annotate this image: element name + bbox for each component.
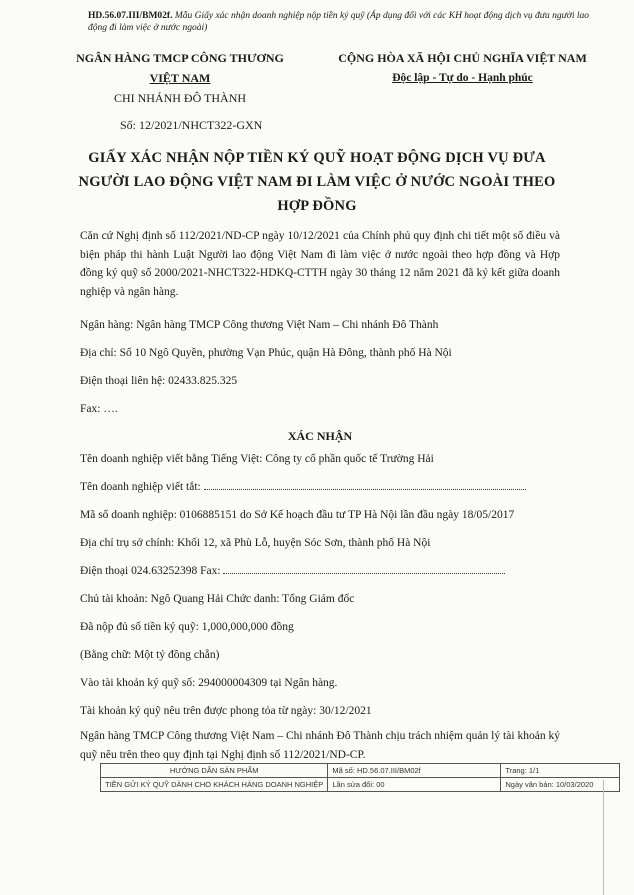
national-header <box>310 48 615 88</box>
footer-doc-code: Mã số: HD.56.07.III/BM02f <box>328 764 501 778</box>
enterprise-tax-code: Mã số doanh nghiệp: 0106885151 do Sở Kế hoạch đầu tư TP Hà Nội lần đầu ngày 18/05/2017 <box>80 509 515 521</box>
document-number: Số: 12/2021/NHCT322-GXN <box>120 118 263 132</box>
confirm-heading: XÁC NHẬN <box>287 429 353 443</box>
legal-basis-paragraph: Căn cứ Nghị định số 112/2021/ND-CP ngày 10/12/2021 của Chính phủ quy định chi tiết một số điều và biện pháp thi hành Luật Người lao động Việt Nam đi làm việc ở nước ngoài theo hợp đồng và Hợp đồng ký quỹ số 2000/2021-NHCT322-HDKQ-CTTH ngày 30 tháng 12 năm 2021 đã ký kết giữa doanh nghiệp và ngân hàng. <box>80 230 560 298</box>
footer-issue-date: Ngày văn bản: 10/03/2020 <box>501 778 620 792</box>
blocked-date: Tài khoản ký quỹ nêu trên được phong tỏa từ ngày: 30/12/2021 <box>80 705 372 717</box>
form-note <box>88 10 608 34</box>
deposit-in-words: (Bằng chữ: Một tỷ đồng chẵn) <box>80 649 220 661</box>
branch-name: CHI NHÁNH ĐÔ THÀNH <box>113 91 247 105</box>
bank-responsibility: Ngân hàng TMCP Công thương Việt Nam – Chi nhánh Đô Thành chịu trách nhiệm quản lý tài khoản ký quỹ nêu trên theo quy định tại Nghị định số 112/2021/ND-CP. <box>80 730 560 761</box>
form-description: Mẫu Giấy xác nhận doanh nghiệp nộp tiền ký quỹ (Áp dụng đối với các KH hoạt động dịch vụ đưa người lao động đi làm việc ở nước ngoài) <box>88 11 589 33</box>
bank-name-line1: NGÂN HÀNG TMCP CÔNG THƯƠNG <box>76 51 284 65</box>
title-line1: GIẤY XÁC NHẬN NỘP TIỀN KÝ QUỸ HOẠT ĐỘNG DỊCH VỤ ĐƯA <box>88 150 546 166</box>
bank-name-line2: VIỆT NAM <box>149 71 211 85</box>
issuer-header <box>70 48 290 108</box>
blank-fill-line <box>223 573 505 574</box>
document-title <box>60 146 574 218</box>
enterprise-hq-address: Địa chỉ trụ sở chính: Khối 12, xã Phù Lỗ, huyện Sóc Sơn, thành phố Hà Nội <box>80 537 431 549</box>
footer-revision: Lần sửa đổi: 00 <box>328 778 501 792</box>
bank-line: Ngân hàng: Ngân hàng TMCP Công thương Việt Nam – Chi nhánh Đô Thành <box>80 319 439 331</box>
footer-product: TIỀN GỬI KÝ QUỸ DÀNH CHO KHÁCH HÀNG DOANH NGHIỆP <box>101 778 328 792</box>
footer-guide: HƯỚNG DẪN SẢN PHẨM <box>101 764 328 778</box>
bank-address: Địa chỉ: Số 10 Ngô Quyền, phường Vạn Phúc, quận Hà Đông, thành phố Hà Nội <box>80 347 452 359</box>
footer-page: Trang: 1/1 <box>501 764 620 778</box>
enterprise-name-short-label: Tên doanh nghiệp viết tắt: <box>80 481 201 493</box>
title-line2: NGƯỜI LAO ĐỘNG VIỆT NAM ĐI LÀM VIỆC Ở NƯỚC NGOÀI THEO <box>78 174 556 190</box>
bank-fax: Fax: …. <box>80 403 118 415</box>
document-body <box>80 227 560 761</box>
scan-edge-line <box>603 780 604 895</box>
enterprise-name-short-row <box>80 481 526 493</box>
account-owner: Chủ tài khoản: Ngô Quang Hải Chức danh: Tổng Giám đốc <box>80 593 355 605</box>
enterprise-name-vn: Tên doanh nghiệp viết bằng Tiếng Việt: Công ty cổ phần quốc tế Trường Hải <box>80 453 434 465</box>
title-line3: HỢP ĐỒNG <box>277 198 357 214</box>
deposit-account: Vào tài khoản ký quỹ số: 294000004309 tại Ngân hàng. <box>80 677 338 689</box>
bank-phone: Điện thoại liên hệ: 02433.825.325 <box>80 375 238 387</box>
enterprise-phone-fax-row <box>80 565 505 577</box>
national-motto: Độc lập - Tự do - Hạnh phúc <box>392 72 533 84</box>
deposit-amount: Đã nộp đủ số tiền ký quỹ: 1,000,000,000 đồng <box>80 621 294 633</box>
form-code: HD.56.07.III/BM02f. <box>88 11 173 21</box>
republic-name: CỘNG HÒA XÃ HỘI CHỦ NGHĨA VIỆT NAM <box>338 51 587 65</box>
enterprise-phone-fax: Điện thoại 024.63252398 Fax: <box>80 565 221 577</box>
blank-fill-line <box>204 489 526 490</box>
footer-control-table <box>100 763 620 792</box>
